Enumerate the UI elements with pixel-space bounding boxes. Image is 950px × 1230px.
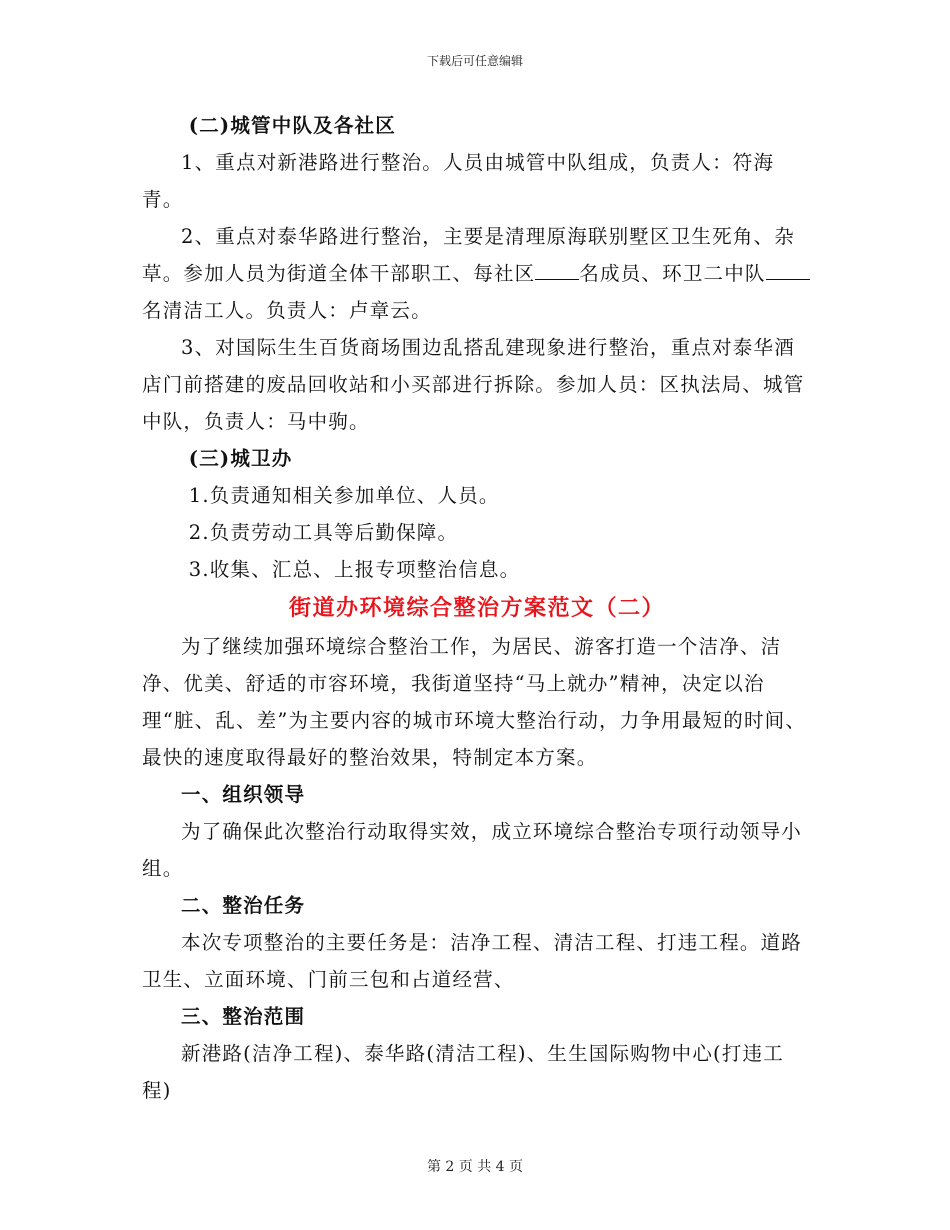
paragraph-tasks: 本次专项整治的主要任务是：洁净工程、清洁工程、打违工程。道路卫生、立面环境、门前三包和占道经营、	[142, 931, 803, 991]
paragraph-organization: 为了确保此次整治行动取得实效，成立环境综合整治专项行动领导小组。	[142, 820, 803, 880]
page-number-footer: 第 2 页 共 4 页	[426, 1159, 524, 1175]
item-2-text-c: 名清洁工人。负责人：卢章云。	[142, 299, 432, 322]
section-heading-chengweiban: (三)城卫办	[188, 447, 293, 470]
document-body	[142, 107, 812, 1109]
item-2-text-a: 2、重点对泰华路进行整治，主要是清理原海联别墅区卫生死角、杂草。参加人员为街道全体干部职工、每社区	[142, 225, 795, 285]
fill-blank-1	[535, 261, 579, 280]
heading-scope: 三、整治范围	[181, 1005, 306, 1028]
paragraph-item-1: 1、重点对新港路进行整治。人员由城管中队组成，负责人：符海青。	[142, 151, 775, 211]
document-title: 街道办环境综合整治方案范文（二）	[288, 595, 665, 621]
paragraph-item-2	[142, 218, 812, 329]
list-item: 3.收集、汇总、上报专项整治信息。	[188, 558, 521, 581]
section-heading-chengguan: (二)城管中队及各社区	[188, 114, 396, 137]
item-2-text-b: 名成员、环卫二中队	[579, 262, 766, 285]
page-header-note: 下载后可任意编辑	[426, 54, 523, 68]
fill-blank-2	[766, 261, 810, 280]
paragraph-scope: 新港路(洁净工程)、泰华路(清洁工程)、生生国际购物中心(打违工程)	[142, 1042, 784, 1102]
heading-tasks: 二、整治任务	[181, 894, 306, 917]
intro-paragraph: 为了继续加强环境综合整治工作，为居民、游客打造一个洁净、洁净、优美、舒适的市容环境，我街道坚持“马上就办”精神，决定以治理“脏、乱、差”为主要内容的城市环境大整治行动，力争用最短的时间、最快的速度取得最好的整治效果，特制定本方案。	[142, 635, 807, 769]
heading-organization: 一、组织领导	[181, 783, 306, 806]
list-item: 2.负责劳动工具等后勤保障。	[188, 521, 459, 544]
paragraph-item-3: 3、对国际生生百货商场围边乱搭乱建现象进行整治，重点对泰华酒店门前搭建的废品回收站和小买部进行拆除。参加人员：区执法局、城管中队，负责人：马中驹。	[142, 336, 805, 433]
list-item: 1.负责通知相关参加单位、人员。	[188, 484, 500, 507]
